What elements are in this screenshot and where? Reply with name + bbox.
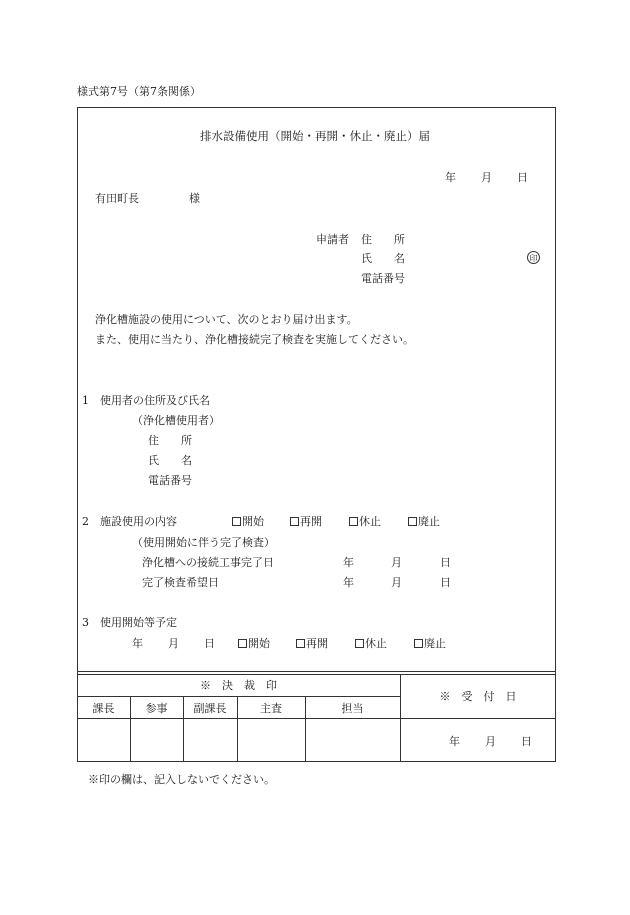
approval-header: ※ 決 裁 印 xyxy=(200,679,277,692)
table-top-line-2 xyxy=(77,674,556,675)
checkbox-abolish[interactable] xyxy=(408,517,417,526)
section-1-heading: 1 使用者の住所及び氏名 xyxy=(82,394,210,407)
applicant-address-label: 住 所 xyxy=(361,233,405,246)
section-3-option-abolish[interactable]: 廃止 xyxy=(414,638,446,649)
receipt-header: ※ 受 付 日 xyxy=(439,690,517,703)
table-top-line-1 xyxy=(77,671,556,672)
table-header-divider xyxy=(77,696,400,697)
section-1-sub: （浄化槽使用者） xyxy=(132,414,220,427)
receipt-year: 年 xyxy=(449,735,460,748)
date-year: 年 xyxy=(445,171,456,184)
intro-line-1: 浄化槽施設の使用について、次のとおり届け出ます。 xyxy=(95,313,358,326)
checkbox-start[interactable] xyxy=(238,639,247,648)
col-fukukacho: 副課長 xyxy=(193,702,227,715)
checkbox-abolish[interactable] xyxy=(414,639,423,648)
section-2-option-suspend[interactable]: 休止 xyxy=(349,516,381,527)
section-2-heading: 2 施設使用の内容 xyxy=(82,515,177,528)
row2-year: 年 xyxy=(343,576,354,589)
col-kacho: 課長 xyxy=(92,702,115,715)
section-2-row1-label: 浄化槽への接続工事完了日 xyxy=(142,556,274,569)
date-month: 月 xyxy=(481,171,492,184)
addressee-honorific: 様 xyxy=(189,192,200,205)
col-tanto: 担当 xyxy=(341,702,364,715)
section-1-name-label: 氏 名 xyxy=(148,454,192,467)
table-body-divider xyxy=(77,718,556,719)
section-3-heading: 3 使用開始等予定 xyxy=(82,616,177,629)
section-1-phone-label: 電話番号 xyxy=(148,474,192,487)
section-3-option-resume[interactable]: 再開 xyxy=(296,638,328,649)
col-divider-receipt xyxy=(400,674,401,762)
checkbox-suspend[interactable] xyxy=(355,639,364,648)
section-2-option-start[interactable]: 開始 xyxy=(232,516,264,527)
section-3-option-suspend[interactable]: 休止 xyxy=(355,638,387,649)
checkbox-suspend[interactable] xyxy=(349,517,358,526)
row1-day: 日 xyxy=(440,556,451,569)
checkbox-start[interactable] xyxy=(232,517,241,526)
section-1-address-label: 住 所 xyxy=(148,434,192,447)
seal-mark: 印 xyxy=(527,251,540,264)
section-2-option-resume[interactable]: 再開 xyxy=(290,516,322,527)
row1-year: 年 xyxy=(343,556,354,569)
col-shusa: 主査 xyxy=(260,702,282,715)
section-3-year: 年 xyxy=(132,637,143,650)
intro-line-2: また、使用に当たり、浄化槽接続完了検査を実施してください。 xyxy=(95,333,414,346)
footnote: ※印の欄は、記入しないでください。 xyxy=(88,773,275,786)
section-2-sub: （使用開始に伴う完了検査） xyxy=(132,536,275,549)
checkbox-resume[interactable] xyxy=(296,639,305,648)
checkbox-resume[interactable] xyxy=(290,517,299,526)
col-sanji: 参事 xyxy=(145,702,168,715)
applicant-phone-label: 電話番号 xyxy=(361,272,405,285)
applicant-name-label: 氏 名 xyxy=(361,252,405,265)
applicant-label: 申請者 xyxy=(316,233,349,246)
row2-month: 月 xyxy=(391,576,402,589)
row1-month: 月 xyxy=(391,556,402,569)
form-number: 様式第7号（第7条関係） xyxy=(77,85,201,98)
section-2-option-abolish[interactable]: 廃止 xyxy=(408,516,440,527)
receipt-month: 月 xyxy=(485,735,496,748)
row2-day: 日 xyxy=(440,576,451,589)
addressee-name: 有田町長 xyxy=(95,192,139,205)
section-3-option-start[interactable]: 開始 xyxy=(238,638,270,649)
date-day: 日 xyxy=(517,171,528,184)
form-title: 排水設備使用（開始・再開・休止・廃止）届 xyxy=(200,129,430,143)
section-3-day: 日 xyxy=(204,637,215,650)
receipt-day: 日 xyxy=(521,735,532,748)
section-2-row2-label: 完了検査希望日 xyxy=(142,576,219,589)
section-3-month: 月 xyxy=(168,637,179,650)
